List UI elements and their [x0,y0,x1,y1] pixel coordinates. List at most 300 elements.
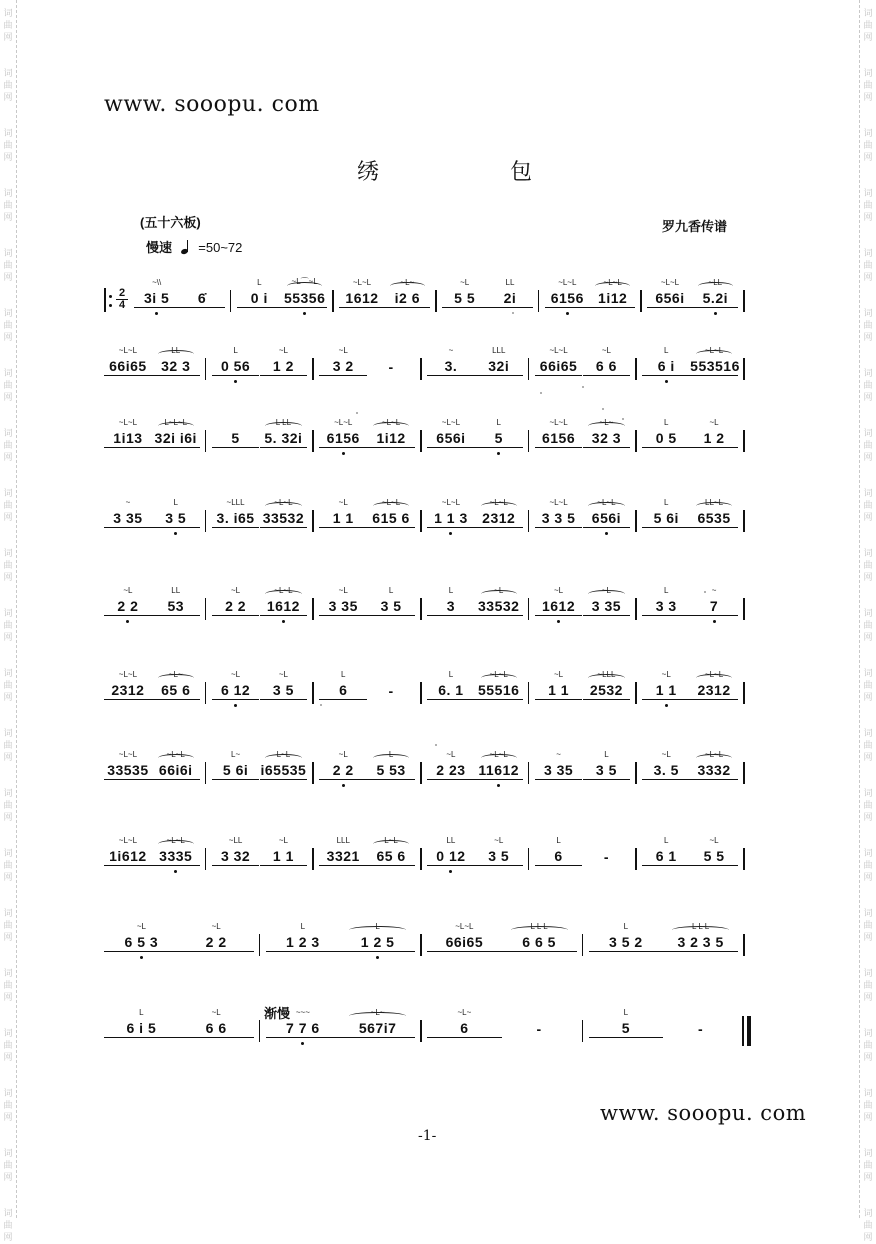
slur-arc [511,926,568,934]
ornament-marks: ~L [601,346,611,355]
side-watermark-char: 网 [3,753,13,763]
note-group [152,586,200,616]
barline [420,762,422,784]
jianpu-notes: 1 2 [690,430,738,448]
octave-dot [714,312,717,315]
ornament-marks: ~LL [708,278,723,287]
side-watermark-char: 网 [863,573,873,583]
slur-arc [588,674,624,682]
jianpu-notes: 3i 5 [134,290,179,308]
side-watermark-char: 曲 [3,801,13,811]
note-group [179,1008,254,1038]
ornament-marks: ~LL [228,836,243,845]
side-watermark-char: 词 [3,129,13,139]
jianpu-notes: 567i7 [340,1020,415,1038]
side-watermark-char: 词 [3,9,13,19]
jianpu-notes: 6 [319,682,367,700]
title-char-1: 绣 [357,160,380,185]
jianpu-notes: 3 3 5 [535,510,583,528]
octave-dot [126,620,129,623]
jianpu-notes: 1 1 3 [427,510,475,528]
barline [205,598,207,620]
slur-arc [265,590,301,598]
barline [528,510,530,532]
side-watermark-char: 词 [863,1209,873,1219]
jianpu-notes: 6 6 5 [502,934,577,952]
jianpu-notes: 1 2 [260,358,308,376]
octave-dot [155,312,158,315]
note-group [282,277,327,308]
side-watermark-char: 曲 [863,1101,873,1111]
octave-dot [282,620,285,623]
ornament-marks: ~L [231,586,241,595]
note-group [319,750,367,780]
side-watermark-char: 曲 [863,561,873,571]
side-watermark-char: 词 [3,1089,13,1099]
side-watermark-char: 曲 [3,201,13,211]
jianpu-notes: - [603,849,609,865]
side-watermark [861,308,875,344]
ornament-marks: ~ [448,346,454,355]
jianpu-notes: 1i13 [104,430,152,448]
note-group [212,430,260,448]
jianpu-notes: 66i65 [104,358,152,376]
octave-dot [342,452,345,455]
jianpu-notes: 2 2 [179,934,254,952]
side-watermark-char: 曲 [863,861,873,871]
side-watermark-char: 词 [3,489,13,499]
ornament-marks: ~L [338,346,348,355]
jianpu-notes: 5 5 [690,848,738,866]
note-group [104,346,152,376]
ornament-marks: ~L [278,346,288,355]
note-group [212,750,260,780]
jianpu-notes: 2 2 [319,762,367,780]
jianpu-notes: 1612 [260,598,308,616]
ornament-marks: ~ [125,498,131,507]
jianpu-notes: i2 6 [385,290,430,308]
side-watermark-char: 曲 [3,21,13,31]
jianpu-notes: 656i [583,510,631,528]
side-watermark-char: 曲 [3,81,13,91]
jianpu-notes: 55356 [283,290,326,306]
barline [743,682,745,704]
side-watermark-char: 词 [863,1029,873,1039]
barline [635,358,637,380]
side-watermark [861,1028,875,1064]
barline [435,290,437,312]
side-watermark-char: 词 [3,849,13,859]
note-group [690,670,738,700]
barline [420,430,422,452]
ornament-marks: L [300,922,306,931]
ornament-marks: ~L~L [118,346,138,355]
jianpu-notes: 3 5 [583,762,631,780]
side-watermark-char: 网 [863,753,873,763]
banshi-label: (五十六板) [140,215,201,230]
side-watermark-char: 网 [863,1233,873,1243]
side-watermark [861,488,875,524]
side-watermark [861,908,875,944]
slur-arc [390,282,424,290]
staff-row [100,262,780,340]
note-group [340,1008,415,1038]
jianpu-notes: 1i12 [590,290,635,308]
jianpu-notes: 3 5 [475,848,523,866]
barline [640,290,642,312]
jianpu-notes: 3 35 [583,598,631,616]
ornament-marks: ~L~L [334,418,353,427]
side-watermark-char: 词 [863,489,873,499]
side-watermark [1,1208,15,1244]
side-watermark-char: 词 [863,729,873,739]
slur-arc [588,590,624,598]
scan-speckle [512,312,514,314]
ornament-marks: ~L [231,670,241,679]
jianpu-notes: 6 6 [179,1020,254,1038]
barline [312,598,314,620]
ornament-marks: L [664,836,669,845]
jianpu-notes: 53 [152,598,200,616]
slur-arc [158,674,194,682]
note-group [104,836,152,866]
note-group [319,346,367,376]
side-watermark [1,68,15,104]
scan-speckle [435,744,437,746]
side-watermark-char: 曲 [3,621,13,631]
staff-row [100,402,780,480]
note-group [690,836,738,866]
note-group [475,750,523,780]
octave-dot [449,532,452,535]
jianpu-notes: 3. 5 [642,762,690,780]
side-watermark [1,128,15,164]
ornament-marks: LL [171,586,181,595]
ornament-marks: ~L~L [549,498,568,507]
side-watermark-char: 曲 [3,261,13,271]
staff-row [100,820,780,898]
ornament-marks: ~L~L [441,418,461,427]
note-group [319,836,367,866]
site-url-bottom: www. sooopu. com [600,1101,807,1125]
barline [528,682,530,704]
note-group [152,670,200,700]
barline [312,762,314,784]
side-watermark-char: 网 [863,693,873,703]
quarter-note-icon [180,240,191,254]
time-signature-top: 2 [118,287,126,299]
title-char-2: 包 [510,160,533,185]
side-watermark-char: 网 [3,33,13,43]
side-watermark-char: 网 [3,393,13,403]
side-watermark-char: 网 [863,1173,873,1183]
ornament-marks: ~ [711,586,717,595]
side-watermark-char: 曲 [863,1041,873,1051]
slur-arc [481,502,517,510]
ornament-marks: L [388,586,394,595]
octave-dot [605,532,608,535]
jianpu-notes: 65 6 [152,682,200,700]
ornament-marks: ~L~L [118,836,138,845]
side-watermark-char: 网 [3,813,13,823]
jianpu-notes: 6 i [642,358,690,376]
tempo-term: 慢速 [146,240,173,255]
scan-speckle [704,591,706,593]
note-group [690,750,738,780]
slur-arc [373,422,409,430]
ornament-marks: ~L [709,836,719,845]
ornament-marks: ~L~L [274,498,293,507]
side-watermark-char: 曲 [3,381,13,391]
ornament-marks: ~~~ [295,1008,310,1017]
side-watermark-char: 网 [3,513,13,523]
octave-dot [174,532,177,535]
jianpu-notes: 32i [475,358,523,376]
side-watermark [861,368,875,404]
note-group [212,586,260,616]
side-watermark-char: 词 [3,189,13,199]
note-group [319,418,367,448]
staff-row [100,734,780,812]
slur-arc [696,350,732,358]
side-watermark-char: 词 [863,309,873,319]
jianpu-notes: 6 i 5 [104,1020,179,1038]
side-watermark-char: 词 [863,549,873,559]
octave-dot [174,870,177,873]
ornament-marks: L [139,1008,144,1017]
note-group [475,586,523,616]
side-watermark [1,308,15,344]
jianpu-notes: 7 7 6 [266,1020,341,1038]
side-watermark-char: 网 [863,153,873,163]
note-group [535,670,583,700]
note-group [475,670,523,700]
note-group [427,586,475,616]
jianpu-notes: 5 6i [642,510,690,528]
ornament-marks: L~L [384,836,398,845]
side-watermark-char: 词 [863,789,873,799]
note-group [104,750,152,780]
slur-arc [481,754,517,762]
jianpu-notes: 6535 [690,510,738,528]
slur-arc [696,674,732,682]
note-group [535,498,583,528]
ornament-marks: LLL [492,346,506,355]
side-watermark [1,668,15,704]
octave-dot [566,312,569,315]
note-group [237,278,282,308]
jianpu-notes: 6156 [545,290,590,308]
note-group [583,670,631,700]
barline [205,682,207,704]
side-watermark-char: 曲 [863,681,873,691]
barline [743,510,745,532]
jianpu-notes: 32 3 [152,358,200,376]
ornament-marks: ~L [661,670,671,679]
note-group [260,346,308,376]
side-watermark-char: 网 [863,633,873,643]
jianpu-notes: 656i [647,290,692,308]
side-watermark-char: 词 [863,9,873,19]
barline [635,510,637,532]
note-group [642,836,690,866]
staff-row [100,992,780,1070]
slur-arc [481,674,517,682]
jianpu-notes: - [388,683,394,699]
note-group [385,278,430,308]
note-group [104,586,152,616]
side-watermark [861,128,875,164]
ornament-marks: ~L~ [457,1008,472,1017]
slur-arc [265,502,301,510]
slur-arc [287,282,321,290]
side-watermark-char: 词 [3,369,13,379]
ornament-marks: ~L~L [381,498,401,507]
note-group [260,836,308,866]
ornament-marks: L~L~L [164,418,188,427]
note-group [427,922,502,952]
side-watermark-char: 网 [3,1053,13,1063]
note-group [690,586,738,616]
ornament-marks: L [257,278,262,287]
ornament-marks: ~L~L [704,346,724,355]
slur-arc [158,422,194,430]
side-watermark-char: 曲 [863,801,873,811]
side-watermark-char: 曲 [3,501,13,511]
barline [743,430,745,452]
ornament-marks: L LL [275,418,292,427]
side-watermark-char: 曲 [3,921,13,931]
jianpu-notes: 33535 [104,762,152,780]
note-group [260,670,308,700]
note-group [642,586,690,616]
final-barline-thin [742,1016,744,1046]
jianpu-notes: 6156 [319,430,367,448]
side-watermark-char: 网 [3,1113,13,1123]
side-watermark-char: 词 [863,1149,873,1159]
side-watermark-char: 词 [863,669,873,679]
side-watermark-char: 网 [3,333,13,343]
ornament-marks: ~L~L [704,670,724,679]
side-watermark [1,428,15,464]
note-group [152,498,200,528]
side-watermark-char: 曲 [3,1161,13,1171]
ornament-marks: ~L~L [274,586,293,595]
side-watermark [861,8,875,44]
side-watermark-char: 曲 [3,441,13,451]
ornament-marks: ~L [460,278,470,287]
barline [635,430,637,452]
side-watermark-char: 曲 [3,321,13,331]
side-watermark [1,908,15,944]
octave-dot [497,784,500,787]
note-group [663,1021,738,1038]
side-watermark-char: 曲 [863,921,873,931]
jianpu-notes: 0 i [237,290,282,308]
slur-arc [696,754,732,762]
repeat-start-barline [104,288,106,312]
ornament-marks: LL [171,346,181,355]
side-watermark-char: 网 [3,273,13,283]
barline [312,682,314,704]
side-watermark-char: 词 [3,1149,13,1159]
side-watermark [861,1088,875,1124]
barline [743,934,745,956]
barline [420,598,422,620]
jianpu-notes: 32 3 [583,430,631,448]
staff-row [100,482,780,560]
ornament-marks: L [341,670,346,679]
ornament-marks: L L L [692,922,710,931]
ornament-marks: ~ [556,750,561,759]
side-watermark-char: 词 [863,909,873,919]
slur-arc [373,502,409,510]
jianpu-notes: 1 2 3 [266,934,341,952]
ornament-marks: ~L~L [558,278,577,287]
ornament-marks: L~L [276,750,291,759]
note-group [212,670,260,700]
note-group [104,418,152,448]
jianpu-notes: 66i65 [427,934,502,952]
note-group [266,922,341,952]
octave-dot [665,380,668,383]
note-group [502,922,577,952]
note-group [427,1008,502,1038]
side-watermark-char: 网 [863,873,873,883]
note-group [583,586,631,616]
side-watermark-char: 曲 [3,561,13,571]
note-group [690,498,738,528]
ornament-marks: ~L [446,750,456,759]
jianpu-notes: 5 [589,1020,664,1038]
side-watermark-char: 曲 [3,141,13,151]
barline [743,290,745,312]
note-group [260,586,308,616]
side-watermark-char: 词 [863,609,873,619]
ornament-marks: L L L [530,922,548,931]
ornament-marks: L [173,498,178,507]
jianpu-notes: 3 35 [319,598,367,616]
jianpu-notes: 33532 [260,510,308,528]
note-group [319,586,367,616]
note-group [104,670,152,700]
jianpu-notes: 3 [427,598,475,616]
note-group [535,586,583,616]
barline [743,598,745,620]
side-watermark [1,968,15,1004]
note-group [367,586,415,616]
jianpu-notes: 3 35 [535,762,583,780]
note-group [502,1021,577,1038]
ornament-marks: ~L [601,586,611,595]
side-watermark [1,608,15,644]
octave-dot [342,784,345,787]
side-watermark [1,488,15,524]
ornament-marks: ~L [661,750,671,759]
side-watermark-char: 网 [863,1053,873,1063]
ornament-marks: ~L [211,1008,221,1017]
side-watermark-char: 词 [863,1089,873,1099]
slur-arc [349,1012,406,1020]
note-group [535,418,583,448]
jianpu-notes: 2312 [104,682,152,700]
jianpu-notes: 5 6i [212,762,260,780]
slur-arc [158,840,194,848]
ornament-marks: L [604,750,609,759]
note-group [340,922,415,952]
note-group [642,346,690,376]
side-watermark [861,848,875,884]
